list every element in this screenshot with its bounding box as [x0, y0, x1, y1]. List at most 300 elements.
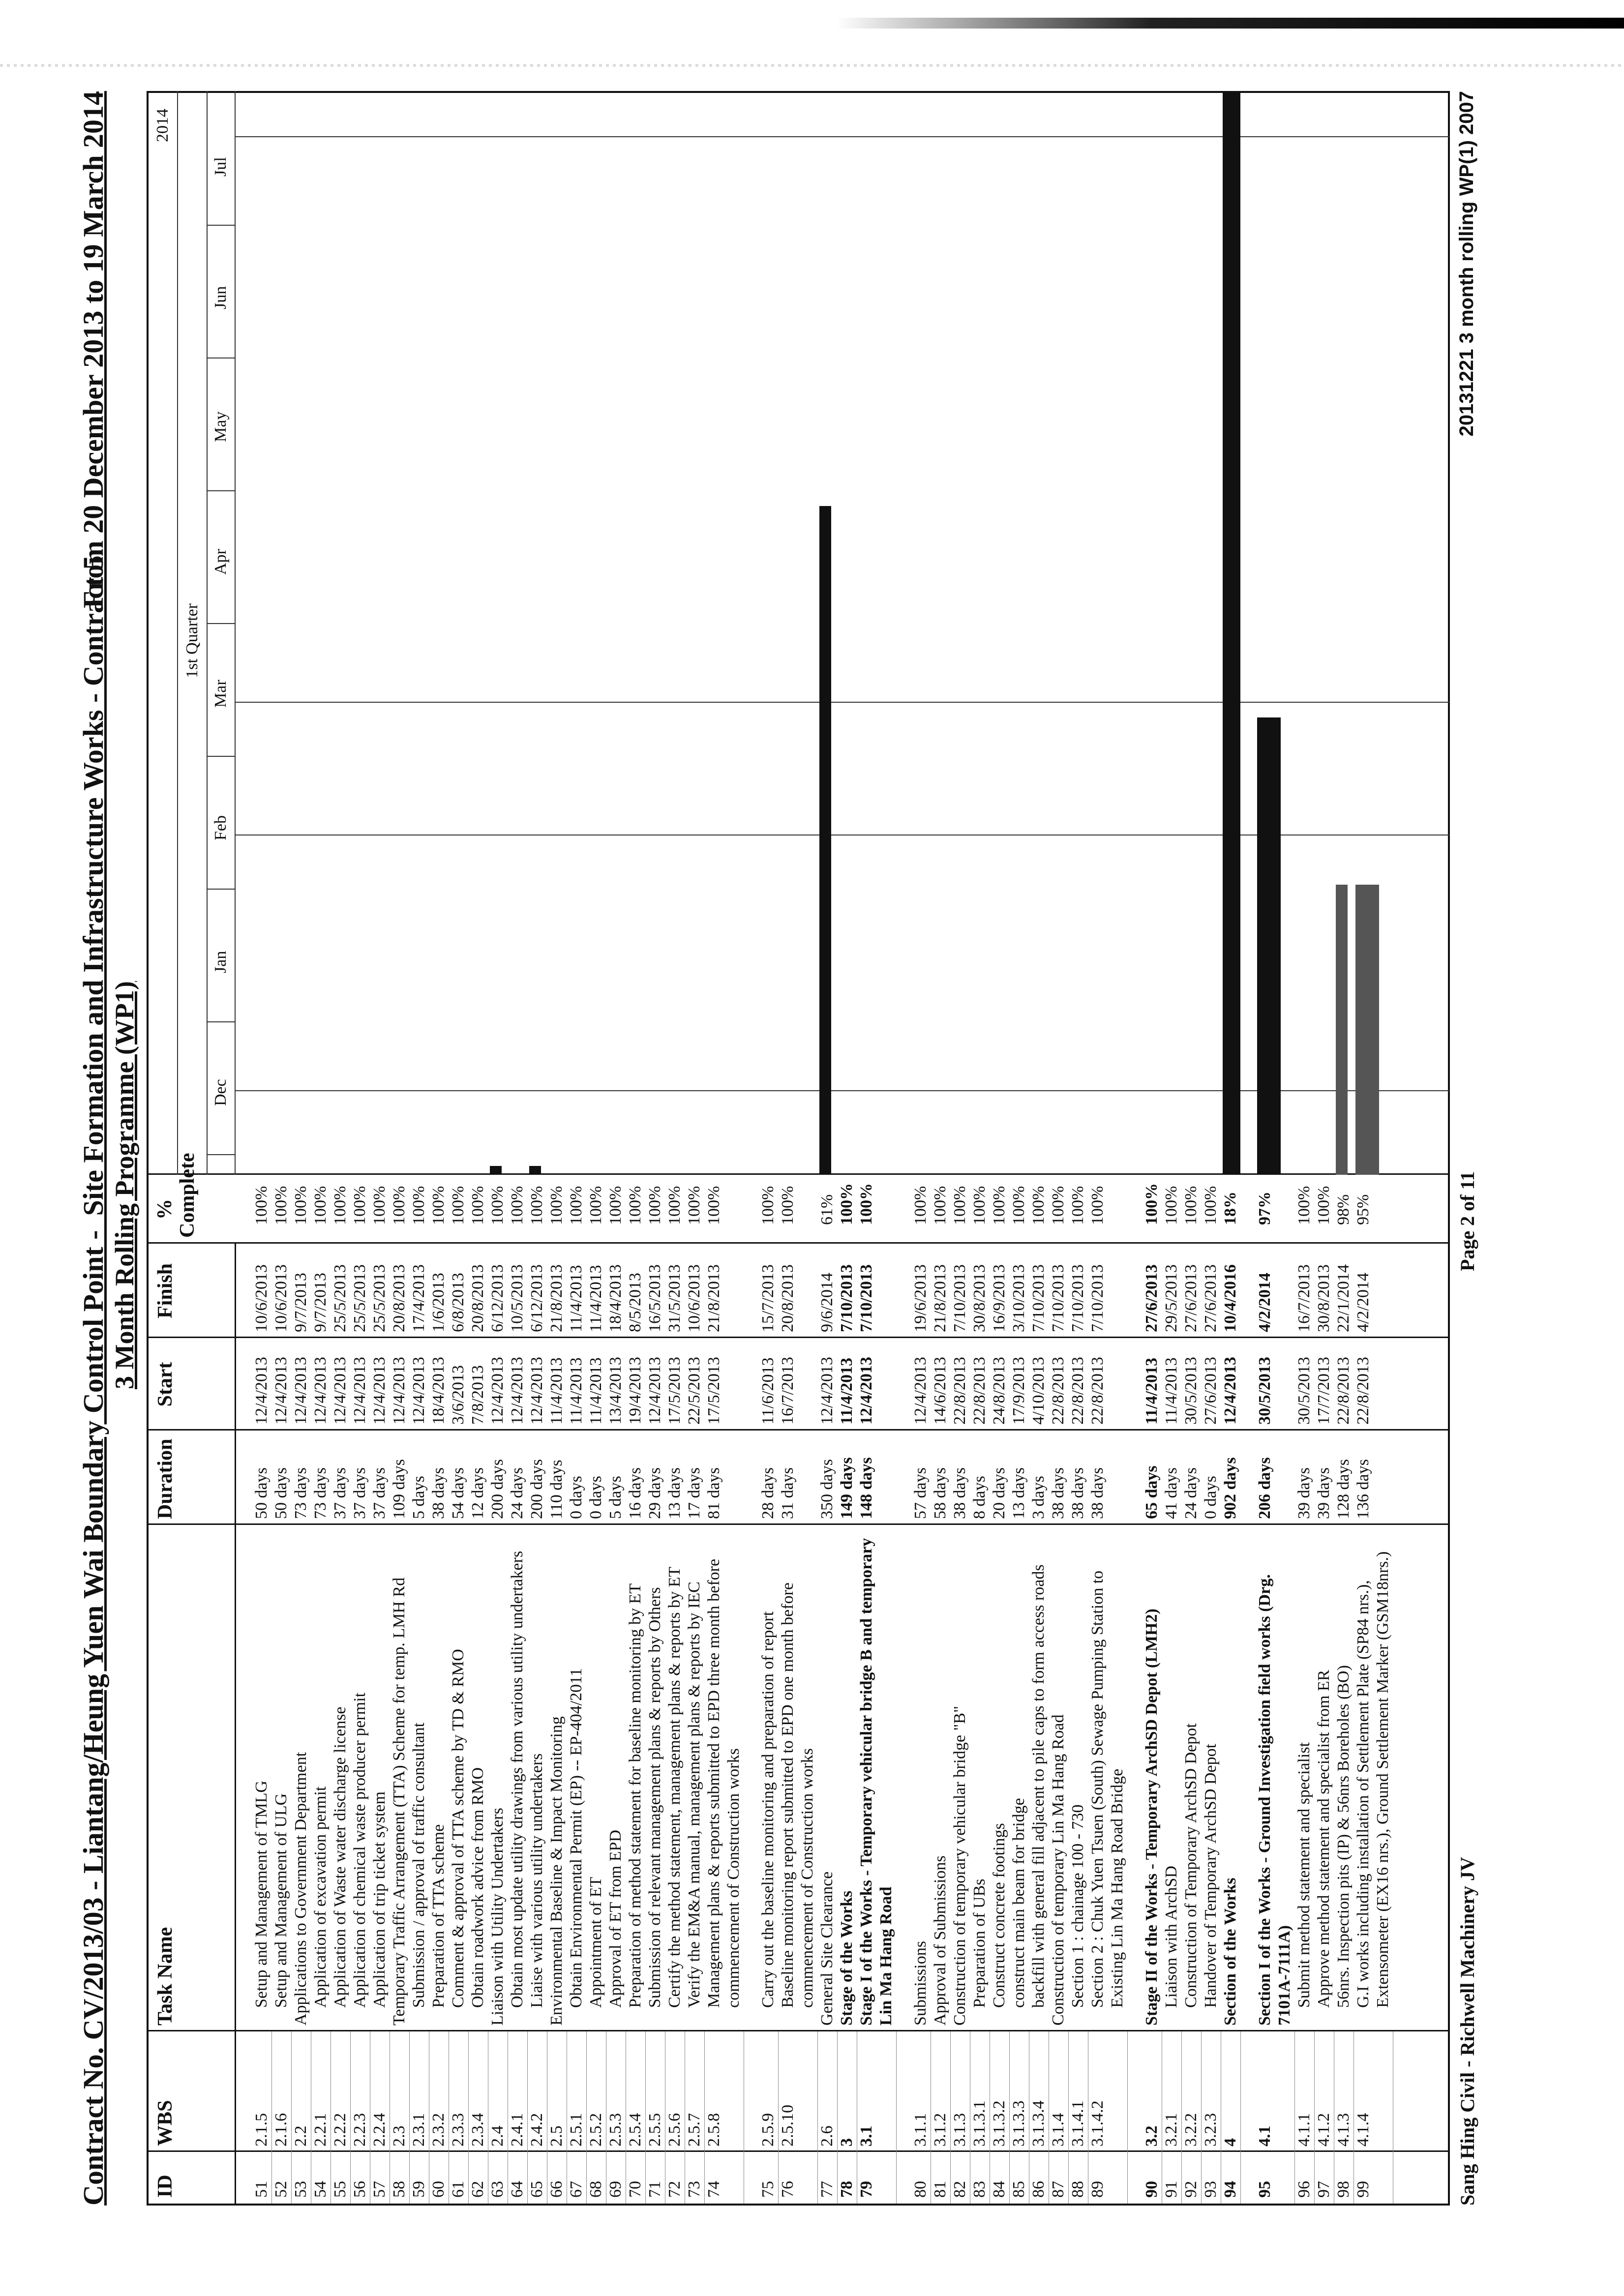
finish-cell: 25/5/2013 [370, 1264, 389, 1332]
wbs-cell: 3.1.4.1 [1069, 2100, 1087, 2147]
pct-cell: 100% [1315, 1186, 1333, 1225]
task-name-cell: Construction of Temporary ArchSD Depot [1182, 1723, 1200, 2008]
pct-complete-header [149, 1153, 235, 1244]
pct-cell: 100% [911, 1186, 930, 1225]
wbs-cell: 2.5.3 [606, 2113, 625, 2147]
id-cell: 79 [857, 2181, 875, 2198]
finish-cell: 31/5/2013 [665, 1264, 684, 1332]
row-separator [1240, 2031, 1241, 2204]
duration-cell: 5 days [410, 1476, 428, 1519]
start-cell: 18/4/2013 [429, 1357, 448, 1425]
task-name-cell: Construction of temporary Lin Ma Hang Road [1049, 1714, 1067, 2026]
duration-cell: 38 days [1049, 1467, 1067, 1519]
task-name-cell: Setup and Management of ULG [272, 1793, 290, 2008]
company-name: Sang Hing Civil - Richwell Machinery JV [1456, 1857, 1478, 2206]
task-name-cell: backfill with general fill adjacent to pile caps to form access roads [1029, 1564, 1048, 2008]
task-name-cell: Verify the EM&A manual, management plans & reports by IEC [685, 1581, 703, 2008]
task-name-cell: Applications to Government Department [292, 1752, 310, 2026]
id-header: ID [154, 2175, 177, 2198]
month-label: Feb [211, 815, 230, 840]
wbs-cell: 2.4.2 [528, 2113, 546, 2147]
pct-cell: 100% [665, 1186, 684, 1225]
task-name-cell: Obtain most update utility drawings from various utility undertakers [508, 1551, 526, 2008]
pct-cell: 100% [370, 1186, 389, 1225]
start-cell: 16/7/2013 [779, 1357, 797, 1425]
pct-cell: 100% [685, 1186, 703, 1225]
task-name-cell: Baseline monitoring report submitted to EPD one month before commencement of Construction works [779, 1582, 816, 2008]
id-cell: 68 [587, 2181, 605, 2198]
pct-cell: 100% [1069, 1186, 1087, 1225]
row-separator [896, 2031, 897, 2204]
duration-cell: 73 days [292, 1467, 310, 1519]
id-cell: 51 [252, 2181, 271, 2198]
start-cell: 12/4/2013 [311, 1357, 330, 1425]
wbs-cell: 2.5.10 [779, 2105, 797, 2147]
id-cell: 60 [429, 2181, 448, 2198]
id-cell: 92 [1182, 2181, 1200, 2198]
id-cell: 77 [818, 2181, 836, 2198]
month-tick [207, 1021, 235, 1022]
task-name-cell: Setup and Management of TMLG [252, 1780, 271, 2008]
wbs-cell: 2.5.6 [665, 2113, 684, 2147]
finish-cell: 21/8/2013 [931, 1264, 949, 1332]
pct-cell: 100% [705, 1186, 723, 1225]
wbs-cell: 3.1.2 [931, 2113, 949, 2147]
task-name-cell: Appointment of ET [587, 1877, 605, 2008]
start-cell: 30/5/2013 [1295, 1357, 1313, 1425]
rotated-page [73, 91, 1529, 2206]
id-cell: 56 [351, 2181, 369, 2198]
task-name-cell: Handover of Temporary ArchSD Depot [1202, 1743, 1220, 2008]
month-label: Jun [211, 286, 230, 309]
col-divider [149, 1337, 1448, 1338]
task-name-cell: Approve method statement and specialist from ER [1315, 1670, 1333, 2008]
wbs-cell: 3.1.3.1 [970, 2100, 989, 2147]
duration-cell: 12 days [469, 1467, 487, 1519]
task-name-cell: Carry out the baseline monitoring and preparation of report [759, 1611, 777, 2008]
col-divider [149, 2150, 1448, 2152]
id-cell: 64 [508, 2181, 526, 2198]
pct-cell: 100% [990, 1186, 1008, 1225]
duration-cell: 16 days [626, 1467, 644, 1519]
start-cell: 22/8/2013 [970, 1357, 989, 1425]
finish-cell: 6/12/2013 [528, 1264, 546, 1332]
finish-cell: 30/8/2013 [970, 1264, 989, 1332]
pct-cell: 100% [1295, 1186, 1313, 1225]
start-cell: 17/5/2013 [665, 1357, 684, 1425]
pct-cell: 100% [1049, 1186, 1067, 1225]
wbs-cell: 4.1.1 [1295, 2113, 1313, 2147]
wbs-cell: 2.5.7 [685, 2113, 703, 2147]
task-name-cell: Section 1 : chainage 100 - 730 [1069, 1804, 1087, 2008]
pct-header-line2: Complete [176, 1153, 199, 1238]
pct-cell: 100% [429, 1186, 448, 1225]
pct-cell: 100% [626, 1186, 644, 1225]
start-cell: 22/8/2013 [1049, 1357, 1067, 1425]
id-cell: 62 [469, 2181, 487, 2198]
month-label: Mar [211, 680, 230, 708]
finish-cell: 7/10/2013 [1029, 1264, 1048, 1332]
wbs-cell: 3.1.1 [911, 2113, 930, 2147]
wbs-cell: 2.3.3 [449, 2113, 467, 2147]
id-cell: 87 [1049, 2181, 1067, 2198]
task-name-cell: Stage I of the Works - Temporary vehicular bridge B and temporary Lin Ma Hang Road [857, 1538, 895, 2026]
id-cell: 84 [990, 2181, 1008, 2198]
deliverable-bar [529, 1166, 541, 1175]
start-cell: 27/6/2013 [1202, 1357, 1220, 1425]
finish-cell: 9/7/2013 [292, 1273, 310, 1332]
duration-cell: 31 days [779, 1467, 797, 1519]
task-name-cell: Stage of the Works [838, 1890, 856, 2026]
start-cell: 12/4/2013 [292, 1357, 310, 1425]
start-cell: 12/4/2013 [331, 1357, 349, 1425]
finish-cell: 10/4/2016 [1221, 1264, 1239, 1332]
wbs-cell: 3.1.4 [1049, 2113, 1067, 2147]
row-separator [817, 2031, 818, 2204]
duration-cell: 5 days [606, 1476, 625, 1519]
start-cell: 17/5/2013 [705, 1357, 723, 1425]
start-cell: 11/4/2013 [838, 1357, 856, 1425]
col-divider [149, 2030, 1448, 2031]
id-cell: 69 [606, 2181, 625, 2198]
wbs-cell: 2.6 [818, 2125, 836, 2147]
wbs-cell: 2.5.1 [567, 2113, 585, 2147]
date-range: From 20 December 2013 to 19 March 2014 [77, 91, 109, 608]
task-name-cell: Comment & approval of TTA scheme by TD & RMO [449, 1649, 467, 2008]
finish-cell: 20/8/2013 [390, 1264, 408, 1332]
task-name-cell: Liaison with ArchSD [1162, 1866, 1180, 2008]
finish-cell: 8/5/2013 [626, 1273, 644, 1332]
task-name-cell: Preparation of method statement for baseline monitoring by ET [626, 1583, 644, 2008]
start-cell: 12/4/2013 [1221, 1357, 1239, 1425]
finish-cell: 3/10/2013 [1010, 1264, 1028, 1332]
start-cell: 14/6/2013 [931, 1357, 949, 1425]
pct-cell: 100% [857, 1183, 875, 1225]
timescale-divider [235, 91, 236, 1175]
duration-cell: 13 days [1010, 1467, 1028, 1519]
contract-title [77, 555, 110, 2206]
task-name-cell: Construct concrete footings [990, 1823, 1008, 2008]
start-cell: 22/8/2013 [1088, 1357, 1107, 1425]
wbs-cell: 2.3.1 [410, 2113, 428, 2147]
wbs-cell: 2.2.4 [370, 2113, 389, 2147]
start-cell: 22/8/2013 [1069, 1357, 1087, 1425]
finish-cell: 7/10/2013 [838, 1264, 856, 1332]
pct-header-line1: % [153, 1199, 176, 1220]
header-divider [235, 1244, 236, 2204]
pct-cell: 100% [272, 1186, 290, 1225]
start-cell: 17/9/2013 [1010, 1357, 1028, 1425]
task-name-cell: Section I of the Works - Ground Investigation field works (Drg. 7101A-7111A) [1256, 1574, 1293, 2026]
wbs-header: WBS [154, 2100, 177, 2146]
pct-cell: 100% [449, 1186, 467, 1225]
pct-cell: 100% [779, 1186, 797, 1225]
id-cell: 90 [1143, 2181, 1161, 2198]
id-cell: 96 [1295, 2181, 1313, 2198]
pct-cell: 100% [1010, 1186, 1028, 1225]
finish-cell: 7/10/2013 [1049, 1264, 1067, 1332]
month-label: Apr [211, 549, 230, 575]
month-label: Jan [211, 951, 230, 973]
wbs-cell: 3.2.3 [1202, 2113, 1220, 2147]
id-cell: 58 [390, 2181, 408, 2198]
project-title: Site Formation and Infrastructure Works - Contract 5 [77, 555, 109, 1216]
wbs-cell: 3.1.3.3 [1010, 2100, 1028, 2147]
finish-cell: 27/6/2013 [1202, 1264, 1220, 1332]
finish-cell: 4/2/2014 [1354, 1273, 1372, 1332]
finish-cell: 15/7/2013 [759, 1264, 777, 1332]
page-number: Page 2 of 11 [1456, 1171, 1478, 1271]
summary-bar [1257, 717, 1281, 1175]
task-name-cell: Preparation of TTA scheme [429, 1824, 448, 2008]
finish-cell: 30/8/2013 [1315, 1264, 1333, 1332]
duration-cell: 38 days [951, 1467, 969, 1519]
today-line [235, 136, 1449, 137]
col-divider [149, 1242, 1448, 1244]
id-cell: 78 [838, 2181, 856, 2198]
start-cell: 11/4/2013 [587, 1357, 605, 1425]
id-cell: 83 [970, 2181, 989, 2198]
col-divider [149, 1429, 1448, 1431]
finish-cell: 19/6/2013 [911, 1264, 930, 1332]
id-cell: 98 [1334, 2181, 1353, 2198]
pct-cell: 100% [292, 1186, 310, 1225]
id-cell: 95 [1256, 2181, 1274, 2198]
duration-cell: 81 days [705, 1467, 723, 1519]
task-name-cell: Approval of ET from EPD [606, 1830, 625, 2008]
duration-cell: 148 days [857, 1457, 875, 1519]
id-cell: 75 [759, 2181, 777, 2198]
finish-cell: 27/6/2013 [1143, 1264, 1161, 1332]
finish-header: Finish [154, 1263, 177, 1319]
schedule-table [147, 91, 1450, 2206]
duration-cell: 39 days [1295, 1467, 1313, 1519]
task-name-cell: Application of chemical waste producer permit [351, 1692, 369, 2008]
pct-cell: 61% [818, 1194, 836, 1225]
task-name-cell: construct main beam for bridge [1010, 1798, 1028, 2008]
finish-cell: 7/10/2013 [951, 1264, 969, 1332]
year-label: 2014 [153, 109, 172, 142]
id-cell: 86 [1029, 2181, 1048, 2198]
pct-cell: 100% [587, 1186, 605, 1225]
duration-cell: 3 days [1029, 1476, 1048, 1519]
task-name-cell: G.I works including installation of Settlement Plate (SP84 nrs.), Extensometer (EX16 nrs.), Ground Settlement Marker (GSM18nrs.) [1354, 1551, 1392, 2008]
finish-cell: 10/5/2013 [508, 1264, 526, 1332]
duration-cell: 24 days [1182, 1467, 1200, 1519]
id-cell: 73 [685, 2181, 703, 2198]
task-name-cell: Approval of Submissions [931, 1855, 949, 2026]
month-label: Dec [211, 1079, 230, 1106]
wbs-cell: 3.1.3.4 [1029, 2100, 1048, 2147]
id-cell: 99 [1354, 2181, 1372, 2198]
finish-cell: 7/10/2013 [857, 1264, 875, 1332]
month-tick [207, 756, 235, 757]
wbs-cell: 2.1.5 [252, 2113, 271, 2147]
start-cell: 13/4/2013 [606, 1357, 625, 1425]
wbs-cell: 4.1.2 [1315, 2113, 1333, 2147]
start-cell: 12/4/2013 [272, 1357, 290, 1425]
duration-cell: 38 days [429, 1467, 448, 1519]
id-cell: 93 [1202, 2181, 1220, 2198]
duration-cell: 0 days [587, 1476, 605, 1519]
task-name-cell: Submission of relevant management plans & reports by Others [646, 1587, 664, 2008]
page-header [73, 91, 147, 2206]
task-name-cell: Obtain Environmental Permit (EP) -- EP-404/2011 [567, 1668, 585, 2008]
start-cell: 3/6/2013 [449, 1365, 467, 1425]
pct-cell: 18% [1221, 1192, 1239, 1225]
duration-cell: 8 days [970, 1476, 989, 1519]
start-cell: 17/7/2013 [1315, 1357, 1333, 1425]
pct-cell: 100% [646, 1186, 664, 1225]
id-cell: 72 [665, 2181, 684, 2198]
finish-cell: 25/5/2013 [351, 1264, 369, 1332]
file-name: 20131221 3 month rolling WP(1) 2007 [1456, 91, 1477, 437]
start-cell: 11/4/2013 [1162, 1357, 1180, 1425]
pct-cell: 100% [567, 1186, 585, 1225]
pct-cell: 100% [951, 1186, 969, 1225]
start-cell: 12/4/2013 [252, 1357, 271, 1425]
task-name-cell: Certify the method statement, management plans & reports by ET [665, 1567, 684, 2008]
id-cell: 88 [1069, 2181, 1087, 2198]
wbs-cell: 2.1.6 [272, 2113, 290, 2147]
id-cell: 91 [1162, 2181, 1180, 2198]
wbs-cell: 2.4.1 [508, 2113, 526, 2147]
wbs-cell: 2.5.4 [626, 2113, 644, 2147]
start-cell: 24/8/2013 [990, 1357, 1008, 1425]
wbs-cell: 3.2.2 [1182, 2113, 1200, 2147]
duration-cell: 109 days [390, 1459, 408, 1519]
wbs-cell: 4 [1221, 2138, 1239, 2147]
finish-cell: 21/8/2013 [705, 1264, 723, 1332]
id-cell: 52 [272, 2181, 290, 2198]
start-cell: 12/4/2013 [488, 1357, 507, 1425]
month-tick [207, 225, 235, 226]
start-cell: 22/8/2013 [1334, 1357, 1353, 1425]
id-cell: 76 [779, 2181, 797, 2198]
wbs-cell: 3.1.3 [951, 2113, 969, 2147]
quarter-label: 1st Quarter [183, 603, 201, 678]
duration-cell: 65 days [1143, 1465, 1161, 1519]
id-cell: 67 [567, 2181, 585, 2198]
programme-title: 3 Month Rolling Programme (WP1) [110, 981, 139, 1389]
row-separator [1127, 2031, 1128, 2204]
id-cell: 66 [547, 2181, 566, 2198]
task-bar [1355, 885, 1379, 1175]
wbs-cell: 2.5.9 [759, 2113, 777, 2147]
task-name-cell: Preparation of UBs [970, 1879, 989, 2008]
id-cell: 81 [931, 2181, 949, 2198]
month-tick [207, 889, 235, 890]
duration-cell: 28 days [759, 1467, 777, 1519]
wbs-cell: 3.1.3.2 [990, 2100, 1008, 2147]
id-cell: 61 [449, 2181, 467, 2198]
duration-cell: 37 days [351, 1467, 369, 1519]
timescale-divider [177, 91, 178, 1175]
duration-cell: 73 days [311, 1467, 330, 1519]
duration-cell: 17 days [685, 1467, 703, 1519]
contract-label: Contract No. CV/2013/03 - Liantang/Heung Yuen Wai Boundary Control Point - [77, 1230, 109, 2206]
start-cell: 11/4/2013 [1143, 1357, 1161, 1425]
pct-cell: 100% [331, 1186, 349, 1225]
pct-cell: 100% [1143, 1183, 1161, 1225]
id-cell: 85 [1010, 2181, 1028, 2198]
duration-cell: 136 days [1354, 1459, 1372, 1519]
start-cell: 12/4/2013 [351, 1357, 369, 1425]
finish-cell: 17/4/2013 [410, 1264, 428, 1332]
pct-cell: 98% [1334, 1194, 1353, 1225]
id-cell: 55 [331, 2181, 349, 2198]
gantt-area [149, 91, 1448, 1175]
start-cell: 11/6/2013 [759, 1357, 777, 1425]
finish-cell: 9/6/2014 [818, 1273, 836, 1332]
wbs-cell: 2.3.2 [429, 2113, 448, 2147]
duration-cell: 206 days [1256, 1457, 1274, 1519]
pct-cell: 95% [1354, 1194, 1372, 1225]
id-cell: 54 [311, 2181, 330, 2198]
scan-edge-shadow [836, 18, 1624, 29]
start-cell: 12/4/2013 [390, 1357, 408, 1425]
duration-cell: 149 days [838, 1457, 856, 1519]
duration-cell: 50 days [272, 1467, 290, 1519]
task-name-cell: General Site Clearance [818, 1871, 836, 2026]
task-name-cell: 56nrs. Inspection pits (IP) & 56nrs Boreholes (BO) [1334, 1665, 1353, 2008]
start-header: Start [154, 1362, 177, 1407]
task-name-cell: Stage II of the Works - Temporary ArchSD Depot (LMH2) [1143, 1609, 1161, 2026]
duration-cell: 50 days [252, 1467, 271, 1519]
task-name-cell: Obtain roadwork advice from RMO [469, 1767, 487, 2008]
wbs-cell: 3 [838, 2138, 856, 2147]
id-cell: 65 [528, 2181, 546, 2198]
summary-bar [819, 506, 831, 1175]
pct-cell: 100% [390, 1186, 408, 1225]
duration-cell: 200 days [528, 1459, 546, 1519]
task-name-cell: Section of the Works [1221, 1878, 1239, 2026]
task-name-cell: Construction of temporary vehicular bridge "B" [951, 1706, 969, 2026]
scan-noise [0, 64, 1624, 67]
pct-cell: 100% [1182, 1186, 1200, 1225]
duration-cell: 20 days [990, 1467, 1008, 1519]
pct-cell: 100% [410, 1186, 428, 1225]
start-cell: 4/10/2013 [1029, 1357, 1048, 1425]
wbs-cell: 2.2.2 [331, 2113, 349, 2147]
duration-cell: 200 days [488, 1459, 507, 1519]
id-cell: 80 [911, 2181, 930, 2198]
pct-cell: 100% [606, 1186, 625, 1225]
task-name-cell: Submit method statement and specialist [1295, 1742, 1313, 2008]
duration-cell: 38 days [1088, 1467, 1107, 1519]
wbs-cell: 3.2.1 [1162, 2113, 1180, 2147]
finish-cell: 1/6/2013 [429, 1273, 448, 1332]
wbs-cell: 3.2 [1143, 2125, 1161, 2147]
duration-cell: 58 days [931, 1467, 949, 1519]
duration-cell: 0 days [567, 1476, 585, 1519]
task-name-cell: Application of trip ticket system [370, 1791, 389, 2008]
wbs-cell: 2.5.5 [646, 2113, 664, 2147]
start-cell: 30/5/2013 [1256, 1357, 1274, 1425]
duration-cell: 110 days [547, 1460, 566, 1519]
finish-cell: 4/2/2014 [1256, 1273, 1274, 1332]
start-cell: 12/4/2013 [857, 1357, 875, 1425]
pct-cell: 100% [838, 1183, 856, 1225]
pct-cell: 100% [547, 1186, 566, 1225]
duration-cell: 902 days [1221, 1457, 1239, 1519]
task-name-header: Task Name [154, 1927, 177, 2026]
pct-cell: 100% [970, 1186, 989, 1225]
start-cell: 12/4/2013 [911, 1357, 930, 1425]
duration-cell: 13 days [665, 1467, 684, 1519]
finish-cell: 10/6/2013 [252, 1264, 271, 1332]
task-name-cell: Liaison with Utility Undertakers [488, 1808, 507, 2026]
